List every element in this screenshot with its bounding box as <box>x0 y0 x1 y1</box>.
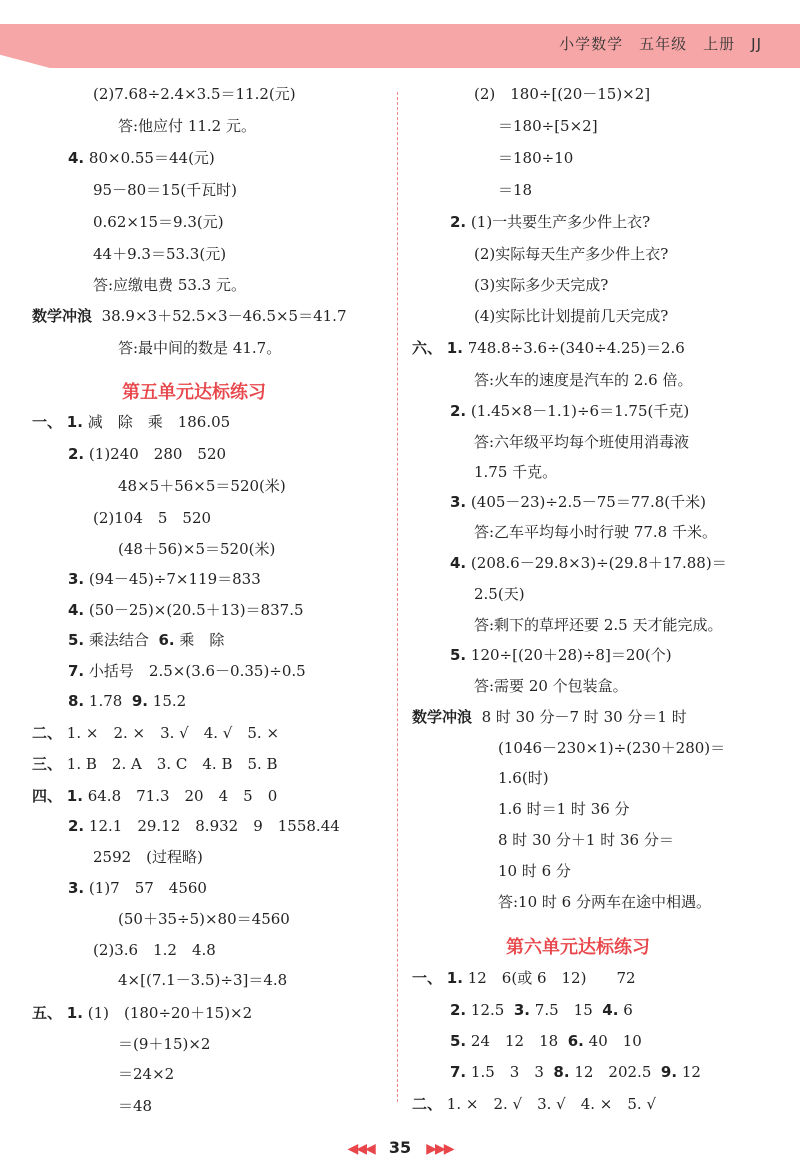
answer-line: 7. 1.5 3 3 8. 12 202.5 9. 12 <box>450 1063 701 1081</box>
answer-line: 答:需要 20 个包装盒。 <box>474 677 628 695</box>
answer-line: ＝180÷[5×2] <box>498 117 598 135</box>
answer-line: 答:最中间的数是 41.7。 <box>118 339 282 357</box>
answer-line: (3)实际多少天完成? <box>474 276 609 294</box>
answer-line: 一、 1. 12 6(或 6 12) 72 <box>412 969 636 987</box>
answer-line: 5. 120÷[(20＋28)÷8]＝20(个) <box>450 646 672 664</box>
math-surf-line: 数学冲浪 8 时 30 分－7 时 30 分＝1 时 <box>412 708 687 726</box>
answer-line: (2)7.68÷2.4×3.5＝11.2(元) <box>93 85 296 103</box>
answer-line: 答:应缴电费 53.3 元。 <box>93 276 246 294</box>
answer-line: 8. 1.78 9. 15.2 <box>68 692 187 710</box>
answer-line: 95－80＝15(千瓦时) <box>93 181 237 199</box>
answer-line: 1.6 时＝1 时 36 分 <box>498 800 630 818</box>
answer-line: 答:10 时 6 分两车在途中相遇。 <box>498 893 711 911</box>
page-number: 35 <box>388 1138 412 1157</box>
answer-line: ＝48 <box>118 1097 153 1115</box>
answer-line: 2. (1)240 280 520 <box>68 445 227 463</box>
answer-line: 答:六年级平均每个班使用消毒液 <box>474 433 690 451</box>
answer-line: 4. 80×0.55＝44(元) <box>68 149 215 167</box>
answer-line: 2. 12.5 3. 7.5 15 4. 6 <box>450 1001 633 1019</box>
answer-line: 5. 24 12 18 6. 40 10 <box>450 1032 642 1050</box>
answer-line: 4. (50－25)×(20.5＋13)＝837.5 <box>68 601 304 619</box>
header-title: 小学数学 五年级 上册 JJ <box>559 35 762 53</box>
answer-line: 二、 1. × 2. × 3. √ 4. √ 5. × <box>32 724 280 742</box>
answer-line: 3. (1)7 57 4560 <box>68 879 207 897</box>
answer-line: 四、 1. 64.8 71.3 20 4 5 0 <box>32 787 278 805</box>
answer-line: 1.6(时) <box>498 769 549 787</box>
section-title-unit5: 第五单元达标练习 <box>122 382 266 403</box>
answer-line: 4×[(7.1－3.5)÷3]＝4.8 <box>118 971 288 989</box>
answer-line: 2. 12.1 29.12 8.932 9 1558.44 <box>68 817 340 835</box>
answer-line: (2) 180÷[(20－15)×2] <box>474 85 651 103</box>
answer-line: ＝24×2 <box>118 1065 175 1083</box>
answer-line: ＝18 <box>498 181 533 199</box>
section-title-unit6: 第六单元达标练习 <box>506 937 650 958</box>
answer-line: (2)104 5 520 <box>93 509 212 527</box>
math-surf-line: 数学冲浪 38.9×3＋52.5×3－46.5×5＝41.7 <box>32 307 347 325</box>
answer-line: 六、 1. 748.8÷3.6÷(340÷4.25)＝2.6 <box>412 339 685 357</box>
answer-line: 1.75 千克。 <box>474 463 558 481</box>
answer-line: 0.62×15＝9.3(元) <box>93 213 224 231</box>
answer-line: (48＋56)×5＝520(米) <box>118 540 276 558</box>
answer-line: 一、 1. 减 除 乘 186.05 <box>32 413 231 431</box>
answer-line: 答:火车的速度是汽车的 2.6 倍。 <box>474 371 693 389</box>
left-arrows-icon: ◀◀◀ <box>347 1141 374 1157</box>
answer-line: 2592 (过程略) <box>93 848 203 866</box>
answer-line: (50＋35÷5)×80＝4560 <box>118 910 290 928</box>
answer-line: (4)实际比计划提前几天完成? <box>474 307 669 325</box>
answer-line: (1046－230×1)÷(230＋280)＝ <box>498 739 726 757</box>
answer-line: 8 时 30 分＋1 时 36 分＝ <box>498 831 674 849</box>
answer-line: ＝180÷10 <box>498 149 574 167</box>
answer-line: (2)实际每天生产多少件上衣? <box>474 245 669 263</box>
answer-line: 5. 乘法结合 6. 乘 除 <box>68 631 225 649</box>
answer-line: 3. (94－45)÷7×119＝833 <box>68 570 261 588</box>
answer-line: 4. (208.6－29.8×3)÷(29.8＋17.88)＝ <box>450 554 727 572</box>
answer-line: 答:剩下的草坪还要 2.5 天才能完成。 <box>474 616 723 634</box>
right-arrows-icon: ▶▶▶ <box>426 1141 453 1157</box>
answer-line: 48×5＋56×5＝520(米) <box>118 477 286 495</box>
answer-line: 10 时 6 分 <box>498 862 571 880</box>
answer-line: 44＋9.3＝53.3(元) <box>93 245 227 263</box>
answer-line: 3. (405－23)÷2.5－75＝77.8(千米) <box>450 493 706 511</box>
answer-line: 二、 1. × 2. √ 3. √ 4. × 5. √ <box>412 1095 657 1113</box>
page-footer <box>0 1138 800 1157</box>
answer-line: 7. 小括号 2.5×(3.6－0.35)÷0.5 <box>68 662 306 680</box>
answer-line: 五、 1. (1) (180÷20＋15)×2 <box>32 1004 253 1022</box>
answer-line: 2.5(天) <box>474 585 525 603</box>
answer-line: 答:乙车平均每小时行驶 77.8 千米。 <box>474 523 717 541</box>
answer-line: 2. (1.45×8－1.1)÷6＝1.75(千克) <box>450 402 690 420</box>
answer-line: (2)3.6 1.2 4.8 <box>93 941 216 959</box>
answer-line: 2. (1)一共要生产多少件上衣? <box>450 213 651 231</box>
answer-line: 三、 1. B 2. A 3. C 4. B 5. B <box>32 755 278 773</box>
answer-line: 答:他应付 11.2 元。 <box>118 117 256 135</box>
answer-line: ＝(9＋15)×2 <box>118 1035 211 1053</box>
